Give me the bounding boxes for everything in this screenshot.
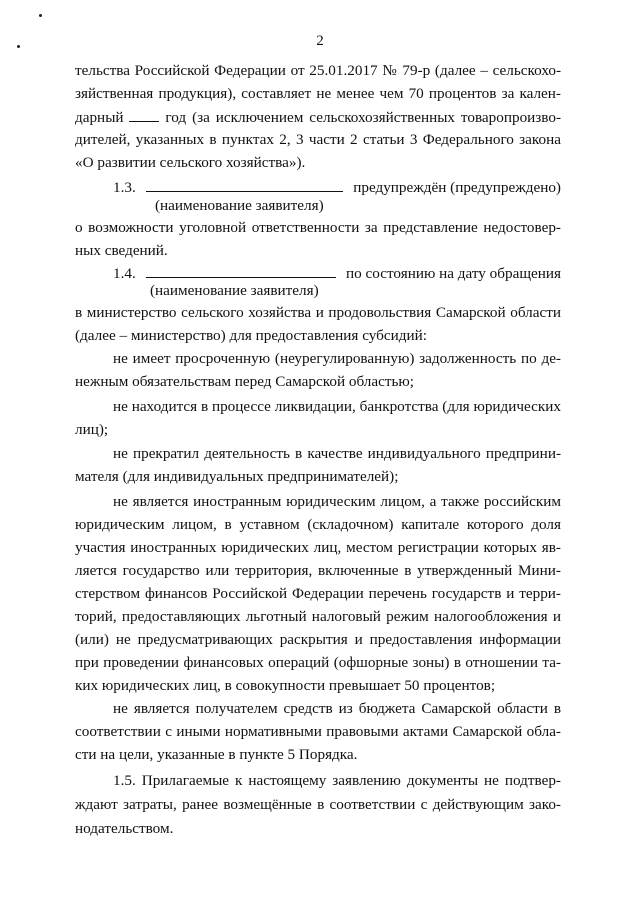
item-1-4-heading: [113, 264, 561, 283]
paragraph-line: [75, 108, 561, 127]
condition-line: не имеет просроченную (неурегулированную) задолженность по де-: [113, 350, 561, 367]
item-1-5-line: нодательством.: [75, 820, 174, 837]
item-1-5-line: 1.5. Прилагаемые к настоящему заявлению документы не подтвер-: [113, 772, 561, 789]
condition-line: не прекратил деятельность в качестве индивидуального предприни-: [113, 445, 561, 462]
condition-line: соответствии с иными нормативными правовыми актами Самарской обла-: [75, 723, 561, 740]
condition-line: юридическим лицом, в уставном (складочном) капитале которого доля: [75, 516, 561, 533]
scan-speck-top: [39, 14, 42, 17]
condition-line: стерством финансов Российской Федерации перечень государств и терри-: [75, 585, 561, 602]
condition-line: участия иностранных юридических лиц, местом регистрации которых яв-: [75, 539, 561, 556]
condition-line: при проведении финансовых операций (офшорные зоны) в отношении та-: [75, 654, 561, 671]
item-number: 1.4.: [113, 265, 136, 282]
condition-line: сти на цели, указанные в пункте 5 Порядка.: [75, 746, 358, 763]
paragraph-line: зяйственная продукция), составляет не менее чем 70 процентов за кален-: [75, 85, 561, 102]
condition-line: не является получателем средств из бюджета Самарской области в: [113, 700, 561, 717]
item-1-3-heading: [113, 178, 561, 197]
applicant-caption: (наименование заявителя): [155, 197, 324, 214]
paragraph-line: (далее – министерство) для предоставления субсидий:: [75, 327, 427, 344]
condition-line: мателя (для индивидуальных предпринимателей);: [75, 468, 399, 485]
condition-line: ляется государство или территория, включенные в утвержденный Мини-: [75, 562, 561, 579]
condition-line: лиц);: [75, 421, 109, 438]
page-number: 2: [316, 33, 324, 49]
condition-line: не находится в процессе ликвидации, банкротства (для юридических: [113, 398, 561, 415]
item-tail-text: предупреждён (предупреждено): [353, 179, 561, 196]
paragraph-text: дарный: [75, 109, 124, 126]
item-tail-text: по состоянию на дату обращения: [346, 265, 561, 282]
applicant-name-blank: [146, 178, 343, 192]
paragraph-line: ных сведений.: [75, 242, 168, 259]
applicant-caption: (наименование заявителя): [150, 282, 319, 299]
year-blank-field: [129, 108, 159, 122]
paragraph-line: «О развитии сельского хозяйства»).: [75, 154, 306, 171]
paragraph-text: год (за исключением сельскохозяйственных товаропроизво-: [165, 109, 562, 126]
condition-line: ких юридических лиц, в совокупности превышает 50 процентов;: [75, 677, 496, 694]
paragraph-line: о возможности уголовной ответственности за представление недостовер-: [75, 219, 561, 236]
paragraph-line: тельства Российской Федерации от 25.01.2017 № 79-р (далее – сельскохо-: [75, 62, 561, 79]
condition-line: не является иностранным юридическим лицом, а также российским: [113, 493, 561, 510]
condition-line: торий, предоставляющих льготный налоговый режим налогообложения и: [75, 608, 561, 625]
condition-line: нежным обязательствам перед Самарской областью;: [75, 373, 414, 390]
condition-line: (или) не предусматривающих раскрытия и предоставления информации: [75, 631, 561, 648]
applicant-name-blank: [146, 264, 336, 278]
paragraph-line: дителей, указанных в пунктах 2, 3 части 2 статьи 3 Федерального закона: [75, 131, 561, 148]
item-1-5-line: ждают затраты, ранее возмещённые в соответствии с действующим зако-: [75, 796, 561, 813]
item-number: 1.3.: [113, 179, 136, 196]
paragraph-line: в министерство сельского хозяйства и продовольствия Самарской области: [75, 304, 561, 321]
